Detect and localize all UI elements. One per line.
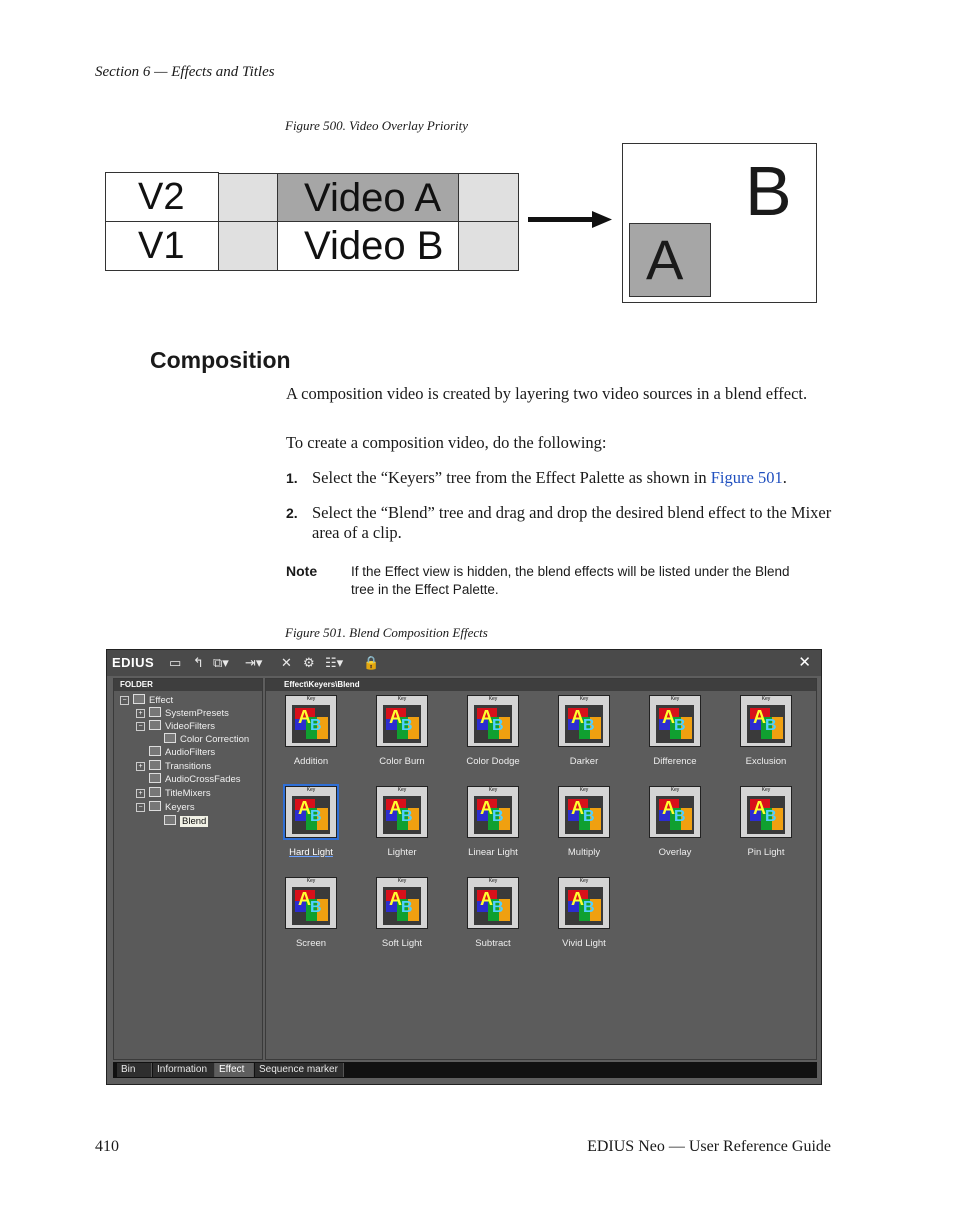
timeline-gap — [458, 221, 519, 271]
letter-b: B — [401, 717, 413, 734]
tree-expander-icon[interactable]: + — [136, 709, 145, 718]
clip-video-b: Video B — [277, 221, 459, 271]
effect-key-label: Key — [397, 787, 407, 793]
effect-label: Lighter — [387, 847, 417, 858]
effect-thumbnail[interactable] — [376, 786, 428, 838]
intro-paragraph: A composition video is created by layering two video sources in a blend effect. — [286, 384, 808, 403]
blend-preview-icon — [383, 705, 421, 743]
blend-preview-icon — [747, 796, 785, 834]
timeline-gap — [218, 173, 278, 222]
effect-label: Darker — [569, 756, 599, 767]
effect-key-label: Key — [761, 787, 771, 793]
letter-a: A — [389, 707, 402, 727]
effect-item[interactable] — [729, 786, 799, 868]
blend-preview-icon — [292, 796, 330, 834]
letter-a: A — [298, 707, 311, 727]
close-icon[interactable]: ✕ — [798, 654, 811, 671]
letter-a: A — [753, 707, 766, 727]
effect-key-label: Key — [579, 787, 589, 793]
path-header: Effect\Keyers\Blend — [266, 679, 816, 691]
letter-b: B — [310, 899, 322, 916]
effect-key-label: Key — [488, 787, 498, 793]
tab-bin[interactable]: Bin — [117, 1063, 152, 1077]
lock-icon[interactable]: 🔒 — [363, 655, 380, 670]
effect-key-label: Key — [670, 787, 680, 793]
step-2-number: 2. — [286, 505, 298, 521]
effect-item[interactable] — [456, 695, 526, 777]
effect-item[interactable] — [365, 877, 435, 959]
blend-preview-icon — [656, 705, 694, 743]
tree-expander-icon[interactable]: − — [136, 722, 145, 731]
apply-dropdown-icon[interactable]: ⇥▾ — [245, 655, 263, 670]
tree-item-titlemixers[interactable] — [136, 787, 211, 800]
effect-label: Screen — [295, 938, 327, 949]
tree-item-label: Blend — [182, 816, 207, 827]
letter-a: A — [753, 798, 766, 818]
palette-tabs — [113, 1062, 817, 1078]
monitor-letter-b: B — [745, 152, 792, 230]
effect-key-label: Key — [579, 696, 589, 702]
letter-b: B — [583, 717, 595, 734]
effect-item[interactable] — [638, 695, 708, 777]
folder-icon — [149, 746, 161, 756]
folder-icon — [164, 733, 176, 743]
tree-item-label: TitleMixers — [165, 788, 211, 799]
tree-item-label: AudioCrossFades — [165, 774, 241, 785]
effect-item[interactable] — [547, 877, 617, 959]
blend-preview-icon — [474, 796, 512, 834]
effect-thumbnail[interactable] — [467, 695, 519, 747]
timeline-gap — [218, 221, 278, 271]
letter-a: A — [389, 889, 402, 909]
effect-item[interactable] — [274, 695, 344, 777]
tree-item-label: VideoFilters — [165, 721, 215, 732]
effect-item[interactable] — [547, 695, 617, 777]
folder-icon — [149, 760, 161, 770]
effect-item[interactable] — [365, 695, 435, 777]
effect-label: Vivid Light — [562, 938, 606, 949]
figure-500-caption: Figure 500. Video Overlay Priority — [285, 118, 469, 133]
letter-a: A — [480, 707, 493, 727]
effect-thumbnail[interactable] — [285, 877, 337, 929]
effect-thumbnail[interactable] — [558, 786, 610, 838]
effect-palette-window — [106, 649, 822, 1085]
folder-icon — [149, 801, 161, 811]
letter-b: B — [492, 717, 504, 734]
effect-key-label: Key — [306, 787, 316, 793]
letter-a: A — [662, 707, 675, 727]
letter-a: A — [571, 707, 584, 727]
effect-thumbnail[interactable] — [558, 877, 610, 929]
effect-key-label: Key — [306, 878, 316, 884]
folder-tree-pane — [113, 678, 263, 1060]
letter-a: A — [480, 889, 493, 909]
letter-b: B — [765, 717, 777, 734]
tree-item-videofilters[interactable] — [136, 720, 215, 733]
folder-icon — [133, 694, 145, 704]
letter-a: A — [571, 889, 584, 909]
effect-thumbnail[interactable] — [649, 786, 701, 838]
effect-label: Addition — [293, 756, 329, 767]
output-monitor — [622, 143, 817, 303]
effect-item[interactable] — [638, 786, 708, 868]
blend-preview-icon — [383, 887, 421, 925]
page-number: 410 — [95, 1138, 119, 1155]
step-1-number: 1. — [286, 470, 298, 486]
window-icon[interactable]: ▭ — [169, 655, 182, 670]
blend-preview-icon — [383, 796, 421, 834]
effect-key-label: Key — [306, 696, 316, 702]
letter-a: A — [298, 889, 311, 909]
note-text: If the Effect view is hidden, the blend effects will be listed under the Blend tree in the Effect Palette. — [351, 564, 790, 597]
view-dropdown-icon[interactable]: ☷▾ — [325, 655, 344, 670]
letter-b: B — [310, 717, 322, 734]
folder-dropdown-icon[interactable]: ⧉▾ — [213, 655, 229, 670]
section-heading: Composition — [150, 347, 291, 373]
letter-b: B — [401, 899, 413, 916]
tree-item-label: AudioFilters — [165, 747, 216, 758]
effect-thumbnail[interactable] — [376, 695, 428, 747]
effect-label: Subtract — [475, 938, 511, 949]
effect-thumbnail[interactable] — [740, 695, 792, 747]
effect-thumbnail[interactable] — [376, 877, 428, 929]
effect-key-label: Key — [488, 696, 498, 702]
blend-preview-icon — [565, 705, 603, 743]
tree-item-label: SystemPresets — [165, 708, 229, 719]
folder-icon — [149, 707, 161, 717]
effect-key-label: Key — [397, 696, 407, 702]
blend-preview-icon — [656, 796, 694, 834]
figure-501-caption: Figure 501. Blend Composition Effects — [285, 625, 488, 640]
figure-501-link[interactable]: Figure 501 — [710, 468, 783, 487]
effect-item[interactable] — [274, 786, 344, 868]
letter-b: B — [674, 717, 686, 734]
effect-thumbnail[interactable] — [740, 786, 792, 838]
step-2-text: Select the “Blend” tree and drag and drop the desired blend effect to the Mixer area of a clip. — [312, 503, 832, 542]
tree-expander-icon[interactable]: − — [120, 696, 129, 705]
up-folder-icon[interactable]: ↰ — [193, 655, 204, 670]
tab-sequence-marker[interactable]: Sequence marker — [255, 1063, 344, 1077]
tree-item-label: Transitions — [165, 761, 212, 772]
arrow-right-icon — [526, 209, 616, 231]
tree-item-effect[interactable] — [120, 694, 173, 707]
effect-item[interactable] — [456, 786, 526, 868]
effect-key-label: Key — [761, 696, 771, 702]
lead-paragraph: To create a composition video, do the following: — [286, 433, 607, 452]
tree-expander-icon[interactable]: + — [136, 762, 145, 771]
letter-b: B — [583, 899, 595, 916]
blend-preview-icon — [292, 887, 330, 925]
effect-label: Linear Light — [468, 847, 518, 858]
tab-information[interactable]: Information — [153, 1063, 215, 1077]
letter-a: A — [389, 798, 402, 818]
letter-b: B — [492, 899, 504, 916]
step-1-text — [312, 468, 832, 488]
note-label: Note — [286, 563, 318, 579]
tree-item-blend[interactable] — [164, 815, 208, 828]
tree-item-audiofilters[interactable] — [149, 746, 215, 759]
effect-thumbnail[interactable] — [285, 695, 337, 747]
timeline-gap — [458, 173, 519, 222]
monitor-letter-a: A — [629, 223, 711, 297]
effect-label: Difference — [653, 756, 697, 767]
effect-thumbnail[interactable] — [649, 695, 701, 747]
folder-icon — [149, 787, 161, 797]
effect-key-label: Key — [579, 878, 589, 884]
effect-label: Pin Light — [747, 847, 785, 858]
letter-b: B — [674, 808, 686, 825]
blend-preview-icon — [474, 705, 512, 743]
blend-preview-icon — [474, 887, 512, 925]
letter-b: B — [765, 808, 777, 825]
letter-a: A — [298, 798, 311, 818]
tab-effect[interactable]: Effect — [215, 1063, 254, 1077]
step-1-body: Select the “Keyers” tree from the Effect Palette as shown in — [312, 468, 707, 487]
folder-icon — [149, 720, 161, 730]
tree-item-keyers[interactable] — [136, 801, 195, 814]
effect-label: Color Burn — [379, 756, 425, 767]
delete-icon[interactable]: ✕ — [281, 655, 292, 670]
blend-preview-icon — [565, 796, 603, 834]
folder-icon — [149, 773, 161, 783]
effect-key-label: Key — [397, 878, 407, 884]
letter-b: B — [492, 808, 504, 825]
effect-key-label: Key — [488, 878, 498, 884]
effect-item[interactable] — [729, 695, 799, 777]
tree-item-label: Color Correction — [180, 734, 250, 745]
effect-label: Multiply — [567, 847, 601, 858]
effect-label: Exclusion — [745, 756, 787, 767]
letter-a: A — [571, 798, 584, 818]
effect-label: Soft Light — [381, 938, 423, 949]
blend-preview-icon — [292, 705, 330, 743]
effect-thumbnail[interactable] — [467, 877, 519, 929]
folder-header: FOLDER — [114, 679, 262, 691]
letter-b: B — [583, 808, 595, 825]
tree-item-transitions[interactable] — [136, 760, 211, 773]
effect-thumbnail[interactable] — [285, 786, 337, 838]
toolbar — [107, 650, 821, 676]
blend-preview-icon — [747, 705, 785, 743]
footer-guide-title: EDIUS Neo — User Reference Guide — [587, 1138, 831, 1155]
tree-expander-icon[interactable]: − — [136, 803, 145, 812]
effect-thumbnail[interactable] — [558, 695, 610, 747]
effect-item[interactable] — [547, 786, 617, 868]
tree-item-audiocrossfades[interactable] — [149, 773, 241, 786]
effect-label: Hard Light — [289, 847, 333, 858]
step-1-end: . — [782, 468, 787, 487]
blend-preview-icon — [565, 887, 603, 925]
effect-label: Overlay — [658, 847, 692, 858]
letter-b: B — [401, 808, 413, 825]
edius-logo: EDIUS — [112, 655, 155, 670]
letter-a: A — [480, 798, 493, 818]
effect-item[interactable] — [274, 877, 344, 959]
properties-icon[interactable]: ⚙ — [303, 655, 315, 670]
letter-a: A — [662, 798, 675, 818]
tree-item-color-correction[interactable] — [164, 733, 249, 746]
clip-video-a: Video A — [277, 173, 459, 222]
effect-key-label: Key — [670, 696, 680, 702]
tree-expander-icon[interactable]: + — [136, 789, 145, 798]
tree-item-label: Effect — [149, 695, 174, 706]
letter-b: B — [310, 808, 322, 825]
effect-thumbnail[interactable] — [467, 786, 519, 838]
effect-label: Color Dodge — [466, 756, 520, 767]
effects-content-pane — [265, 678, 817, 1060]
effect-item[interactable] — [365, 786, 435, 868]
tree-item-label: Keyers — [165, 802, 195, 813]
tree-item-systempresets[interactable] — [136, 707, 229, 720]
effect-item[interactable] — [456, 877, 526, 959]
running-header: Section 6 — Effects and Titles — [95, 64, 275, 80]
track-v1-label: V1 — [105, 221, 219, 271]
folder-icon — [164, 815, 176, 825]
track-v2-label: V2 — [105, 172, 219, 222]
